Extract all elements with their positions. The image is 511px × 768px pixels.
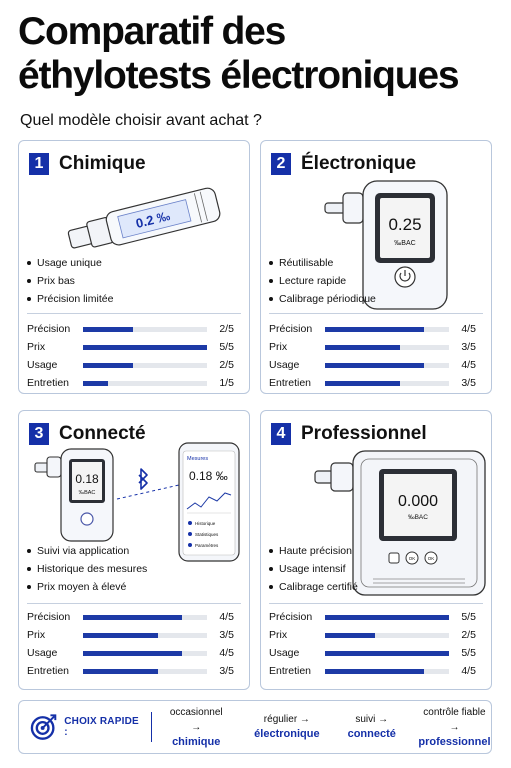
rating-bar-track bbox=[83, 363, 207, 368]
rating-bar-fill bbox=[325, 345, 399, 350]
card-electronique bbox=[260, 140, 492, 394]
rating-row bbox=[269, 662, 483, 680]
rating-label: Usage bbox=[269, 359, 300, 371]
phone-menu-item: Historique bbox=[195, 521, 216, 526]
rating-bar-fill bbox=[83, 651, 182, 656]
rating-label: Prix bbox=[269, 629, 288, 641]
quick-choice-need: suivi → bbox=[355, 714, 389, 725]
rating-score: 3/5 bbox=[461, 341, 476, 353]
rating-bar-track bbox=[325, 345, 449, 350]
rating-row bbox=[27, 608, 241, 626]
divider bbox=[151, 712, 152, 742]
rating-bar-track bbox=[325, 669, 449, 674]
ratings bbox=[27, 608, 241, 680]
rating-row bbox=[27, 374, 241, 392]
rating-row bbox=[27, 662, 241, 680]
device-unit: ‰BAC bbox=[408, 514, 428, 521]
quick-choice-pick: chimique bbox=[172, 735, 221, 748]
rating-row bbox=[269, 356, 483, 374]
card-number-badge: 1 bbox=[29, 153, 49, 175]
feature-list bbox=[27, 542, 147, 596]
rating-score: 5/5 bbox=[219, 341, 234, 353]
quick-choice-pick: connecté bbox=[347, 728, 396, 740]
rating-score: 3/5 bbox=[219, 629, 234, 641]
rating-row bbox=[27, 644, 241, 662]
rating-label: Précision bbox=[269, 611, 313, 623]
rating-score: 1/5 bbox=[219, 377, 234, 389]
rating-bar-fill bbox=[325, 651, 449, 656]
rating-score: 4/5 bbox=[461, 665, 476, 677]
page-title bbox=[18, 10, 458, 98]
quick-choice-item bbox=[164, 705, 228, 750]
rating-bar-fill bbox=[325, 363, 424, 368]
target-icon bbox=[29, 712, 58, 742]
rating-row bbox=[27, 626, 241, 644]
rating-row bbox=[269, 374, 483, 392]
rating-label: Usage bbox=[27, 359, 58, 371]
phone-menu-item: Statistiques bbox=[195, 532, 219, 537]
list-item: Réutilisable bbox=[269, 254, 376, 272]
rating-score: 4/5 bbox=[461, 359, 476, 371]
rating-score: 4/5 bbox=[461, 323, 476, 335]
rating-bar-track bbox=[83, 615, 207, 620]
list-item: Prix bas bbox=[27, 272, 113, 290]
rating-bar-fill bbox=[83, 669, 157, 674]
list-item: Suivi via application bbox=[27, 542, 147, 560]
ratings bbox=[27, 320, 241, 392]
page-title-line2: éthylotests électroniques bbox=[18, 54, 459, 97]
rating-bar-fill bbox=[83, 345, 207, 350]
device-unit: ‰BAC bbox=[394, 240, 416, 247]
device-reading: 0.25 bbox=[388, 215, 422, 234]
rating-bar-fill bbox=[83, 633, 157, 638]
list-item: Précision limitée bbox=[27, 290, 113, 308]
rating-bar-fill bbox=[325, 615, 449, 620]
rating-bar-fill bbox=[83, 615, 182, 620]
rating-bar-track bbox=[83, 651, 207, 656]
card-number-badge: 2 bbox=[271, 153, 291, 175]
page-title-line1: Comparatif des bbox=[18, 10, 286, 53]
rating-score: 4/5 bbox=[219, 611, 234, 623]
quick-choice-pick: électronique bbox=[254, 728, 320, 740]
divider bbox=[269, 313, 483, 314]
quick-choice-item bbox=[254, 712, 319, 742]
list-item: Calibrage certifié bbox=[269, 578, 358, 596]
rating-bar-fill bbox=[325, 327, 424, 332]
rating-bar-fill bbox=[83, 327, 133, 332]
card-header bbox=[271, 153, 416, 175]
card-connecte bbox=[18, 410, 250, 690]
bluetooth-icon bbox=[139, 469, 147, 489]
divider bbox=[27, 313, 241, 314]
rating-bar-track bbox=[83, 327, 207, 332]
rating-score: 5/5 bbox=[461, 611, 476, 623]
quick-choice-item bbox=[418, 705, 491, 750]
device-reading: 0.000 bbox=[397, 493, 439, 510]
rating-row bbox=[269, 626, 483, 644]
rating-bar-track bbox=[325, 651, 449, 656]
card-title: Électronique bbox=[301, 153, 417, 174]
phone-reading: 0.18 ‰ bbox=[189, 469, 228, 483]
rating-row bbox=[269, 320, 483, 338]
rating-bar-track bbox=[83, 669, 207, 674]
rating-bar-track bbox=[83, 381, 207, 386]
rating-bar-track bbox=[325, 363, 449, 368]
card-number-badge: 3 bbox=[29, 423, 49, 445]
rating-score: 2/5 bbox=[461, 629, 476, 641]
phone-header: Mesures bbox=[187, 456, 209, 462]
device-reading: 0.18 bbox=[75, 472, 99, 486]
rating-bar-track bbox=[325, 381, 449, 386]
list-item: Historique des mesures bbox=[27, 560, 147, 578]
list-item: Calibrage périodique bbox=[269, 290, 376, 308]
rating-label: Précision bbox=[27, 611, 71, 623]
quick-choice-need: occasionnel → bbox=[169, 706, 223, 733]
page-subtitle: Quel modèle choisir avant achat ? bbox=[20, 112, 262, 129]
divider bbox=[269, 603, 483, 604]
rating-row bbox=[27, 338, 241, 356]
card-header bbox=[271, 423, 427, 445]
quick-choice-pick: professionnel bbox=[418, 735, 491, 748]
chemical-tube-illustration bbox=[59, 173, 239, 253]
quick-choice-item bbox=[348, 712, 396, 742]
phone-menu-item: Paramètres bbox=[195, 543, 219, 548]
rating-bar-fill bbox=[325, 381, 399, 386]
divider bbox=[27, 603, 241, 604]
card-number-badge: 4 bbox=[271, 423, 291, 445]
device-button-label: OK bbox=[408, 556, 416, 561]
rating-row bbox=[269, 338, 483, 356]
list-item: Prix moyen à élevé bbox=[27, 578, 147, 596]
rating-label: Précision bbox=[269, 323, 313, 335]
card-chimique bbox=[18, 140, 250, 394]
rating-score: 2/5 bbox=[219, 323, 234, 335]
rating-bar-track bbox=[83, 345, 207, 350]
rating-bar-fill bbox=[325, 669, 424, 674]
rating-row bbox=[27, 356, 241, 374]
list-item: Usage intensif bbox=[269, 560, 358, 578]
feature-list bbox=[269, 542, 358, 596]
rating-label: Entretien bbox=[27, 665, 70, 677]
rating-bar-track bbox=[325, 615, 449, 620]
rating-label: Prix bbox=[269, 341, 288, 353]
quick-choice-banner bbox=[18, 700, 492, 754]
rating-label: Entretien bbox=[269, 377, 312, 389]
card-professionnel bbox=[260, 410, 492, 690]
rating-label: Entretien bbox=[27, 377, 70, 389]
rating-bar-track bbox=[325, 633, 449, 638]
rating-bar-fill bbox=[83, 381, 108, 386]
rating-score: 3/5 bbox=[219, 665, 234, 677]
rating-row bbox=[27, 320, 241, 338]
card-header bbox=[29, 153, 146, 175]
card-title: Chimique bbox=[59, 153, 146, 174]
rating-label: Prix bbox=[27, 629, 46, 641]
ratings bbox=[269, 320, 483, 392]
quick-choice-label: CHOIX RAPIDE : bbox=[64, 716, 139, 738]
device-button-label: OK bbox=[427, 556, 435, 561]
card-title: Professionnel bbox=[301, 423, 427, 444]
rating-label: Précision bbox=[27, 323, 71, 335]
rating-label: Entretien bbox=[269, 665, 312, 677]
rating-bar-track bbox=[325, 327, 449, 332]
rating-label: Prix bbox=[27, 341, 46, 353]
rating-bar-fill bbox=[83, 363, 133, 368]
ratings bbox=[269, 608, 483, 680]
list-item: Lecture rapide bbox=[269, 272, 376, 290]
rating-score: 3/5 bbox=[461, 377, 476, 389]
rating-label: Usage bbox=[269, 647, 300, 659]
device-unit: ‰BAC bbox=[78, 490, 96, 496]
feature-list bbox=[269, 254, 376, 308]
card-title: Connecté bbox=[59, 423, 146, 444]
rating-row bbox=[269, 608, 483, 626]
rating-score: 2/5 bbox=[219, 359, 234, 371]
quick-choice-need: contrôle fiable → bbox=[423, 706, 486, 733]
rating-bar-track bbox=[83, 633, 207, 638]
feature-list bbox=[27, 254, 113, 308]
list-item: Usage unique bbox=[27, 254, 113, 272]
rating-label: Usage bbox=[27, 647, 58, 659]
quick-choice-need: régulier → bbox=[263, 714, 310, 725]
rating-score: 4/5 bbox=[219, 647, 234, 659]
rating-score: 5/5 bbox=[461, 647, 476, 659]
list-item: Haute précision bbox=[269, 542, 358, 560]
rating-row bbox=[269, 644, 483, 662]
tube-reading: 0.2 ‰ bbox=[134, 208, 172, 232]
rating-bar-fill bbox=[325, 633, 375, 638]
